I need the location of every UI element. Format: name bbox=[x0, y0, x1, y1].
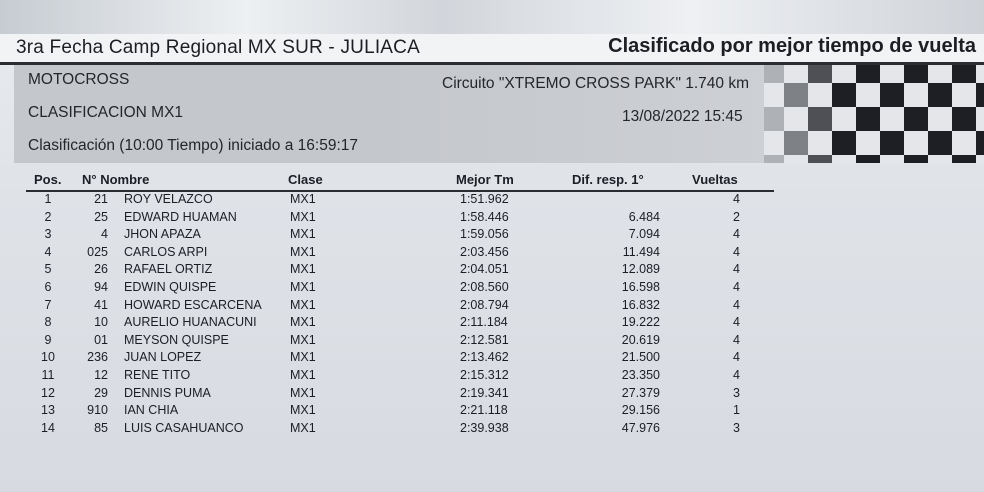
class-cell: MX1 bbox=[290, 227, 316, 242]
class-cell: MX1 bbox=[290, 209, 316, 224]
flag-square bbox=[856, 131, 880, 155]
date-label: 13/08/2022 15:45 bbox=[622, 108, 743, 125]
laps-cell: 4 bbox=[733, 350, 740, 365]
table-row bbox=[0, 368, 984, 386]
flag-square bbox=[904, 83, 928, 107]
table-row bbox=[0, 350, 984, 368]
paper-fold bbox=[0, 0, 984, 34]
flag-square bbox=[976, 131, 984, 155]
rider-name-cell: JUAN LOPEZ bbox=[124, 350, 202, 365]
best-lap-cell: 1:59.056 bbox=[460, 227, 509, 242]
table-row bbox=[0, 298, 984, 316]
gap-cell: 7.094 bbox=[628, 227, 660, 242]
table-row bbox=[0, 386, 984, 404]
pos-cell: 13 bbox=[41, 403, 55, 418]
bike-number-cell: 25 bbox=[94, 209, 108, 224]
best-lap-cell: 2:08.560 bbox=[460, 279, 509, 294]
flag-square bbox=[808, 65, 832, 83]
flag-square bbox=[764, 107, 784, 131]
pos-cell: 14 bbox=[41, 420, 55, 435]
best-lap-cell: 2:15.312 bbox=[460, 367, 509, 382]
rider-name-cell: AURELIO HUANACUNI bbox=[124, 315, 257, 330]
flag-square bbox=[976, 65, 984, 83]
checkered-flag-graphic bbox=[764, 65, 984, 163]
flag-square bbox=[832, 107, 856, 131]
rider-name-cell: DENNIS PUMA bbox=[124, 385, 211, 400]
gap-cell: 23.350 bbox=[621, 367, 660, 382]
flag-square bbox=[904, 131, 928, 155]
col-name-header: N° Nombre bbox=[82, 172, 150, 187]
gap-cell: 21.500 bbox=[621, 350, 660, 365]
pos-cell: 10 bbox=[41, 350, 55, 365]
flag-square bbox=[880, 65, 904, 83]
flag-square bbox=[880, 107, 904, 131]
pos-cell: 8 bbox=[44, 315, 52, 330]
flag-square bbox=[976, 107, 984, 131]
rider-name-cell: ROY VELAZCO bbox=[124, 192, 213, 206]
flag-square bbox=[856, 83, 880, 107]
flag-square bbox=[856, 107, 880, 131]
col-pos-header: Pos. bbox=[34, 172, 62, 187]
bike-number-cell: 21 bbox=[94, 192, 108, 206]
flag-square bbox=[928, 65, 952, 83]
gap-cell: 16.832 bbox=[621, 297, 660, 312]
bike-number-cell: 910 bbox=[87, 403, 108, 418]
rider-name-cell: EDWIN QUISPE bbox=[124, 279, 217, 294]
gap-cell: 47.976 bbox=[621, 420, 660, 435]
laps-cell: 4 bbox=[733, 297, 740, 312]
col-laps-header: Vueltas bbox=[692, 172, 738, 187]
laps-cell: 4 bbox=[733, 279, 740, 294]
pos-cell: 3 bbox=[44, 227, 52, 242]
rider-name-cell: JHON APAZA bbox=[124, 227, 201, 242]
flag-square bbox=[856, 65, 880, 83]
flag-square bbox=[764, 131, 784, 155]
bike-number-cell: 94 bbox=[94, 279, 108, 294]
laps-cell: 4 bbox=[733, 332, 740, 347]
best-lap-cell: 1:58.446 bbox=[460, 209, 509, 224]
table-row bbox=[0, 315, 984, 333]
gap-cell: 19.222 bbox=[621, 315, 660, 330]
table-row bbox=[0, 192, 984, 210]
laps-cell: 4 bbox=[733, 227, 740, 242]
flag-square bbox=[784, 155, 808, 163]
bike-number-cell: 29 bbox=[94, 385, 108, 400]
table-row bbox=[0, 280, 984, 298]
laps-cell: 3 bbox=[733, 420, 740, 435]
sport-label: MOTOCROSS bbox=[28, 71, 130, 88]
class-cell: MX1 bbox=[290, 420, 316, 435]
laps-cell: 1 bbox=[733, 403, 740, 418]
rider-name-cell: CARLOS ARPI bbox=[124, 244, 208, 259]
flag-square bbox=[808, 155, 832, 163]
pos-cell: 7 bbox=[44, 297, 52, 312]
col-best-header: Mejor Tm bbox=[456, 172, 514, 187]
event-title: 3ra Fecha Camp Regional MX SUR - JULIACA bbox=[16, 37, 420, 58]
best-lap-cell: 1:51.962 bbox=[460, 192, 509, 206]
rider-name-cell: HOWARD ESCARCENA bbox=[124, 297, 262, 312]
class-cell: MX1 bbox=[290, 279, 316, 294]
bike-number-cell: 01 bbox=[94, 332, 108, 347]
table-row bbox=[0, 245, 984, 263]
best-lap-cell: 2:04.051 bbox=[460, 262, 509, 277]
table-row bbox=[0, 421, 984, 439]
best-lap-cell: 2:39.938 bbox=[460, 420, 509, 435]
flag-square bbox=[880, 83, 904, 107]
rider-name-cell: RENE TITO bbox=[124, 367, 191, 382]
flag-square bbox=[952, 131, 976, 155]
flag-square bbox=[832, 83, 856, 107]
pos-cell: 2 bbox=[44, 209, 52, 224]
session-label: Clasificación (10:00 Tiempo) iniciado a 16:59:17 bbox=[28, 137, 358, 154]
circuit-label: Circuito "XTREMO CROSS PARK" 1.740 km bbox=[442, 75, 750, 92]
pos-cell: 5 bbox=[44, 262, 52, 277]
class-cell: MX1 bbox=[290, 385, 316, 400]
rider-name-cell: LUIS CASAHUANCO bbox=[124, 420, 244, 435]
laps-cell: 4 bbox=[733, 367, 740, 382]
bike-number-cell: 236 bbox=[87, 350, 108, 365]
flag-square bbox=[764, 65, 784, 83]
flag-square bbox=[784, 83, 808, 107]
col-diff-header: Dif. resp. 1° bbox=[572, 172, 644, 187]
best-lap-cell: 2:11.184 bbox=[460, 315, 508, 330]
flag-square bbox=[928, 107, 952, 131]
rider-name-cell: EDWARD HUAMAN bbox=[124, 209, 237, 224]
flag-square bbox=[904, 107, 928, 131]
class-cell: MX1 bbox=[290, 350, 316, 365]
rider-name-cell: IAN CHIA bbox=[124, 403, 179, 418]
pos-cell: 12 bbox=[41, 385, 55, 400]
bike-number-cell: 26 bbox=[94, 262, 108, 277]
table-row bbox=[0, 262, 984, 280]
class-cell: MX1 bbox=[290, 315, 316, 330]
flag-square bbox=[880, 155, 904, 163]
col-class-header: Clase bbox=[288, 172, 323, 187]
best-lap-cell: 2:19.341 bbox=[460, 385, 509, 400]
flag-square bbox=[832, 155, 856, 163]
best-lap-cell: 2:21.118 bbox=[460, 403, 508, 418]
pos-cell: 11 bbox=[41, 367, 55, 382]
flag-square bbox=[952, 83, 976, 107]
table-row bbox=[0, 403, 984, 421]
bike-number-cell: 025 bbox=[87, 244, 108, 259]
flag-square bbox=[928, 155, 952, 163]
class-cell: MX1 bbox=[290, 244, 316, 259]
gap-cell: 27.379 bbox=[621, 385, 660, 400]
class-label: CLASIFICACION MX1 bbox=[28, 104, 184, 121]
laps-cell: 2 bbox=[733, 209, 740, 224]
flag-square bbox=[880, 131, 904, 155]
flag-square bbox=[976, 83, 984, 107]
bike-number-cell: 12 bbox=[94, 367, 108, 382]
pos-cell: 1 bbox=[44, 192, 52, 206]
table-row bbox=[0, 227, 984, 245]
flag-square bbox=[904, 155, 928, 163]
class-cell: MX1 bbox=[290, 403, 316, 418]
rider-name-cell: RAFAEL ORTIZ bbox=[124, 262, 213, 277]
class-cell: MX1 bbox=[290, 332, 316, 347]
flag-square bbox=[856, 155, 880, 163]
best-lap-cell: 2:08.794 bbox=[460, 297, 509, 312]
best-lap-cell: 2:13.462 bbox=[460, 350, 509, 365]
flag-square bbox=[952, 107, 976, 131]
laps-cell: 4 bbox=[733, 192, 740, 206]
bike-number-cell: 10 bbox=[94, 315, 108, 330]
bike-number-cell: 85 bbox=[94, 420, 108, 435]
flag-square bbox=[808, 107, 832, 131]
class-cell: MX1 bbox=[290, 297, 316, 312]
laps-cell: 4 bbox=[733, 244, 740, 259]
laps-cell: 4 bbox=[733, 315, 740, 330]
flag-square bbox=[928, 83, 952, 107]
flag-square bbox=[764, 155, 784, 163]
gap-cell: 29.156 bbox=[621, 403, 660, 418]
laps-cell: 4 bbox=[733, 262, 740, 277]
flag-square bbox=[832, 65, 856, 83]
gap-cell: 11.494 bbox=[622, 244, 660, 259]
flag-square bbox=[808, 83, 832, 107]
best-lap-cell: 2:12.581 bbox=[460, 332, 509, 347]
class-cell: MX1 bbox=[290, 367, 316, 382]
flag-square bbox=[784, 65, 808, 83]
flag-square bbox=[784, 131, 808, 155]
flag-square bbox=[764, 83, 784, 107]
flag-square bbox=[952, 65, 976, 83]
flag-square bbox=[904, 65, 928, 83]
bike-number-cell: 4 bbox=[101, 227, 108, 242]
pos-cell: 4 bbox=[44, 244, 52, 259]
best-lap-cell: 2:03.456 bbox=[460, 244, 509, 259]
pos-cell: 6 bbox=[44, 279, 52, 294]
sort-title: Clasificado por mejor tiempo de vuelta bbox=[608, 35, 976, 57]
flag-square bbox=[808, 131, 832, 155]
rider-name-cell: MEYSON QUISPE bbox=[124, 332, 229, 347]
flag-square bbox=[928, 131, 952, 155]
laps-cell: 3 bbox=[733, 385, 740, 400]
table-row bbox=[0, 333, 984, 351]
flag-square bbox=[832, 131, 856, 155]
table-row bbox=[0, 210, 984, 228]
flag-square bbox=[784, 107, 808, 131]
flag-square bbox=[976, 155, 984, 163]
flag-square bbox=[952, 155, 976, 163]
gap-cell: 16.598 bbox=[621, 279, 660, 294]
class-cell: MX1 bbox=[290, 262, 316, 277]
gap-cell: 6.484 bbox=[628, 209, 660, 224]
gap-cell: 20.619 bbox=[621, 332, 660, 347]
results-header-row bbox=[0, 172, 984, 192]
results-table bbox=[0, 192, 984, 438]
gap-cell: 12.089 bbox=[621, 262, 660, 277]
pos-cell: 9 bbox=[44, 332, 52, 347]
class-cell: MX1 bbox=[290, 192, 316, 206]
bike-number-cell: 41 bbox=[94, 297, 108, 312]
